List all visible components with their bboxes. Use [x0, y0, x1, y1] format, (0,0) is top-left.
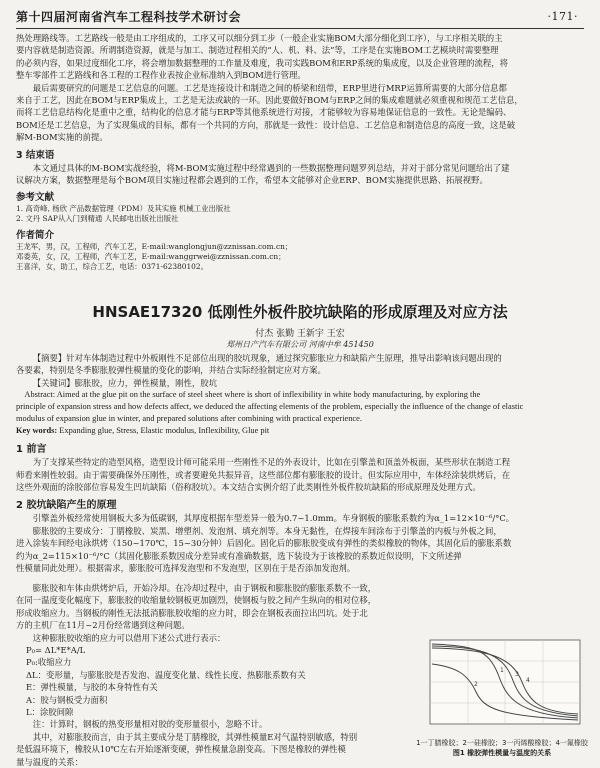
paragraph: 议解决方案，数据整理是每个BOM项目实施过程都会遇到的工作，希望本文能够对企业ERP、BOM实施提供思路、拓展视野。 [16, 175, 488, 186]
abstract-en: modulus of expansion glue in winter, and prepared solutions after combining with practical experience. [16, 414, 362, 424]
figure-caption: 图1 橡胶弹性模量与温度的关系 [452, 749, 552, 757]
figure-legend: 1一丁腈橡胶；2一硅橡胶；3一丙烯酸橡胶；4一氟橡胶 [416, 739, 588, 747]
formula-line: ΔL：变形量，与膨胀胶是否发泡、温度变化量、线性长度、热膨胀系数有关 [26, 669, 306, 680]
paragraph: 解M-BOM实施的前提。 [16, 132, 108, 143]
author-bio: 王喜洋，女，助工，综合工艺，电话：0371-62380102。 [16, 262, 208, 272]
abstract-en: Abstract: Aimed at the glue pit on the surface of steel sheet where is short of inflexibility in white body manufacturing, by exploring the [24, 390, 481, 400]
author-bio: 王龙军，男，汉，工程师，汽车工艺，E-mail:wanglongjun@zznissan.com.cn； [16, 242, 293, 252]
formula-line: E：弹性模量，与胶的本身特性有关 [26, 682, 158, 693]
authors-heading: 作者简介 [16, 230, 55, 242]
paragraph: 本文通过具体的M-BOM实战经验，将M-BOM实施过程中经常遇到的一些数据整理问题罗列总结，并对于部分常见问题给出了建 [32, 162, 510, 173]
body-column-section [16, 582, 412, 768]
keywords-cn: 【关键词】膨胀胶，应力，弹性模量，刚性，胶坑 [32, 377, 218, 388]
paragraph: 注：计算时，钢板的热变形量相对胶的变形量很小，忽略不计。 [32, 719, 268, 730]
formula-line: P₀:收缩应力 [26, 657, 72, 668]
paragraph: 整车零部件工艺路线和各工程的工程作业表按企业标准纳入到BOM进行管理。 [16, 70, 306, 81]
paragraph: 热处理路线等。工艺路线一般是由工序组成的，工序又可以细分到工步（一般企业实施BOM大部分细化到工序），与工序相关联的主 [16, 33, 503, 43]
paragraph: 其中，对膨胀胶而言，由于其主要成分是丁腈橡胶，其弹性模量E对气温特别敏感，特别 [32, 731, 358, 742]
running-title: 第十四届河南省汽车工程科技学术研讨会 [16, 10, 242, 24]
previous-article-section [16, 32, 584, 272]
paragraph: 在同一温度变化幅度下，膨胀胶的收缩量较钢板更加剧烈，使钢板与胶之间产生纵向的相对位移， [16, 595, 377, 606]
keywords-en-text: Expanding glue, Stress, Elastic modulus, Inflexibility, Glue pit [59, 426, 270, 436]
section2-heading: 2 胶坑缺陷产生的原理 [16, 500, 117, 512]
curve-label: 3 [515, 671, 519, 678]
paragraph: 膨胀胶和车体由烘烤炉后，开始冷却。在冷却过程中，由于钢板和膨胀胶的膨胀系数不一致， [32, 583, 377, 593]
paragraph: 来自于工艺，因此在BOM与ERP集成上，工艺是无法或缺的一环。因此要做好BOM与ERP之间的集成难题就必须重视和规范工艺信息， [16, 95, 523, 106]
paragraph: 这种膨胀胶收缩的应力可以借用下述公式进行表示： [32, 632, 226, 643]
formula-line: P₀= ΔL*E*A/L [26, 645, 86, 656]
figure-plot [416, 634, 588, 738]
reference-item: 1. 高奇峰, 杨欣 产品数据管理（PDM）及其实施 机械工业出版社 [16, 204, 231, 214]
abstract-cn: 【摘要】针对车体制造过程中外板刚性不足部位出现的胶坑现象，通过探究膨胀应力和缺陷产生原理，推导出影响该问题出现的 [32, 353, 502, 363]
figure-rubber-modulus [416, 634, 588, 760]
references-heading: 参考文献 [16, 192, 55, 204]
formula-line: A：胶与钢板受力面积 [26, 694, 108, 705]
paragraph: 量与温度的关系： [16, 756, 83, 767]
page-number: ·171· [547, 10, 578, 23]
section1-heading: 1 前言 [16, 444, 47, 456]
paragraph: 最后需要研究的问题是工艺信息的问题。工艺是连接设计和制造之间的桥梁和纽带，ERP里进行MRP运算所需要的大部分信息都 [32, 82, 507, 93]
paragraph: 而将工艺信息结构化是重中之重，结构化的信息才能与ERP等其他系统进行对接，才能够较为容易地保证信息的一致性。无论是编码、 [16, 107, 512, 118]
paragraph: 师看来刚性较弱。由于需要确保外压刚性，或者要避免共振异音，这些部位都有膨胀胶的设计。但实际应用中，车体经涂装烘烤后，在 [16, 469, 511, 480]
curve-label: 1 [500, 667, 504, 674]
abstract-cn: 各要素，特别是冬季膨胀胶弹性模量的变化的影响，并结合实际经验制定应对方案。 [16, 365, 326, 376]
paragraph: 方的主机厂在11月~2月份经常遇到这种问题。 [16, 620, 190, 631]
paragraph: 膨胀胶的主要成分：丁腈橡胶、炭黑、增塑剂、发泡剂、填充剂等。本身无黏性，在焊接车间涂布于引擎盖的内板与外板之间， [32, 525, 502, 536]
paragraph: 引擎盖外板经常使用钢板大多为低碳钢，其厚度根据车型差异一般为0.7~1.0mm。车身钢板的膨胀系数约为α_1=12×10⁻⁶/°C。 [32, 513, 515, 524]
curve-label: 4 [526, 677, 530, 684]
paragraph: 约为α_2=115×10⁻⁶/°C（其固化膨胀系数因成分差异或有准确数据，选下装设为于该橡胶的系数近似设明，下文所述弹 [16, 550, 462, 561]
paragraph: 的必须内容，如果过度细化工序，将会增加数据整理的工作量及难度，我司实践BOM和ERP系统的集成度，以及企业管理的流程，将 [16, 57, 509, 68]
paragraph: 进入涂装车间经电泳烘烤（150~170℃，15~30分钟）后固化。固化后的膨胀胶变成有弹性的类似橡胶的物体，其固化后的膨胀系数 [16, 538, 512, 549]
abstract-section [16, 352, 584, 574]
abstract-en: principle of expansion stress and how defects affect, we deduced the affecting elements of the problem, especially the influence of the change of elastic [16, 402, 524, 412]
paragraph: 性模量同此处理）。根据需求，膨胀胶可选择发泡型和不发泡型，区别在于是否添加发泡剂。 [16, 563, 356, 574]
running-header [16, 6, 584, 29]
keywords-en [16, 425, 584, 437]
paragraph: BOM还是工艺信息，为了实现集成的目标，都有一个共同的方向，那就是一致性：设计信息、工艺信息和制造信息的高度一致，这是破 [16, 119, 516, 130]
paragraph: 这些外观面的涂胶部位容易发生凹坑缺陷（俗称胶坑）。本文结合实例介绍了此类刚性外板件胶坑缺陷的形成原理及处理方式。 [16, 482, 481, 493]
article-authors: 付杰 张勤 王新宇 王宏 [255, 329, 345, 339]
keywords-en-label: Key words: [16, 426, 58, 436]
author-bio: 邓委英，女，汉，工程师，汽车工艺，E-mail:wanggrwei@zznissan.com.cn； [16, 252, 286, 262]
paragraph: 为了支撑某些特定的造型风格，造型设计师可能采用一些刚性不足的外表设计，比如在引擎盖和顶盖外板面，某些形状在制造工程 [32, 457, 511, 468]
formula-line: L：涂胶间隙 [26, 707, 74, 718]
reference-item: 2. 文丹 SAP从入门到精通 人民邮电出版社出版社 [16, 214, 179, 224]
paragraph: 是低温环境下，橡胶从10℃左右开始逐渐变硬，弹性模量急剧变高。下图是橡胶的弹性模 [16, 744, 346, 755]
article-title: HNSAE17320 低刚性外板件胶坑缺陷的形成原理及对应方法 [92, 303, 508, 321]
paragraph: 形成收缩应力。当钢板的刚性无法抵消膨胀胶收缩的应力时，即会在钢板表面拉出凹坑。处于北 [16, 607, 368, 618]
article-affiliation: 郑州日产汽车有限公司 河南中牟 451450 [226, 340, 374, 349]
curve-label: 2 [474, 681, 478, 688]
conclusion-heading: 3 结束语 [16, 149, 55, 161]
paragraph: 要内容就是制造资源。所谓制造资源，就是与加工、制造过程相关的“人、机、料、法”等，工序是在实施BOM工艺模块时需要整理 [16, 45, 499, 56]
